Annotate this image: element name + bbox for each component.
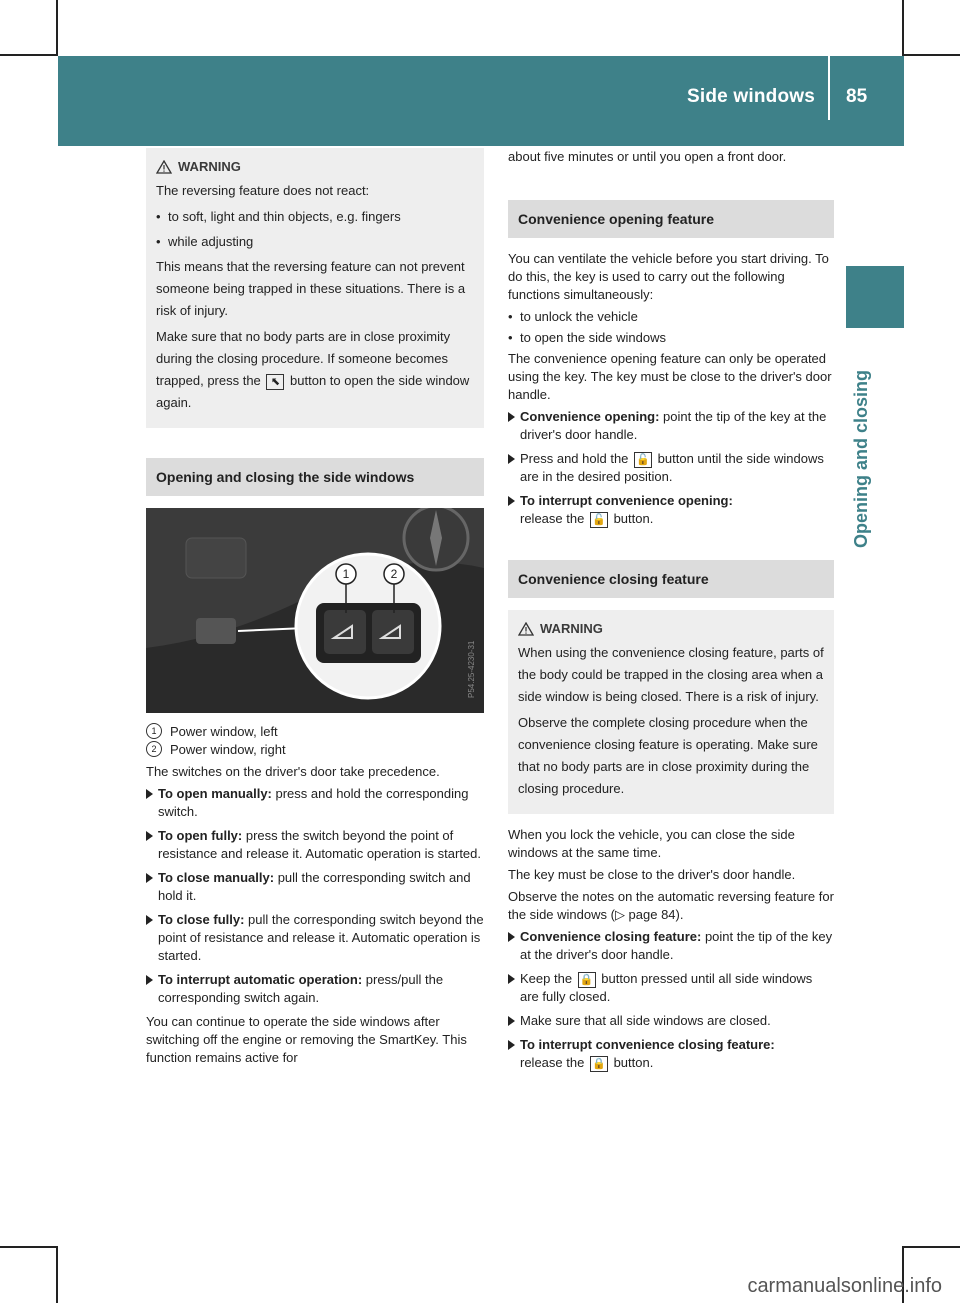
step-label: To close manually: [158, 870, 275, 885]
warning-paragraph: This means that the reversing feature can not prevent someone being trapped in these situations. There is a risk of injury. [156, 259, 466, 318]
step-text: point the tip of the key at the driver's door handle. [520, 409, 827, 442]
instruction-step [508, 928, 834, 964]
section-heading-convenience-opening: Convenience opening feature [508, 200, 834, 238]
body-paragraph: You can continue to operate the side windows after switching off the engine or removing the SmartKey. This function remains active for [146, 1014, 467, 1065]
instruction-step [146, 869, 484, 905]
body-paragraph: You can ventilate the vehicle before you start driving. To do this, the key is used to carry out the following functions simultaneously: [508, 251, 829, 302]
crop-mark [56, 1246, 58, 1303]
body-paragraph: The switches on the driver's door take precedence. [146, 764, 440, 779]
figure-code: P54.25-4230-31 [467, 640, 476, 698]
step-label: To interrupt automatic operation: [158, 972, 363, 987]
section-heading-opening-closing: Opening and closing the side windows [146, 458, 484, 496]
step-text: pull the corresponding switch beyond the point of resistance and release it. Automatic operation is started. [158, 912, 484, 963]
warning-heading [518, 620, 824, 638]
body-paragraph: The convenience opening feature can only be operated using the key. The key must be close to the driver's door handle. [508, 351, 832, 402]
warning-box-convenience-closing [508, 610, 834, 814]
step-text: point the tip of the key at the driver's door handle. [520, 929, 833, 962]
warning-intro: The reversing feature does not react: [156, 183, 370, 198]
door-switch-figure [146, 508, 484, 713]
step-text: release the [520, 1055, 585, 1070]
key-lock-icon: 🔒 [590, 1056, 608, 1072]
step-label: To open fully: [158, 828, 243, 843]
legend-text: Power window, right [170, 742, 286, 757]
step-text: release the [520, 511, 585, 526]
instruction-step [508, 970, 834, 1006]
step-text: press/pull the corresponding switch again. [158, 972, 444, 1005]
callout-1: 1 [342, 567, 350, 581]
crop-mark [902, 1246, 960, 1248]
list-bullet: • to open the side windows [508, 329, 834, 347]
crop-mark [902, 0, 904, 56]
instruction-step [146, 785, 484, 821]
chapter-label: Opening and closing [851, 369, 871, 548]
body-paragraph: about five minutes or until you open a front door. [508, 149, 787, 164]
step-text: press and hold the corresponding switch. [158, 786, 469, 819]
warning-heading [156, 158, 474, 176]
step-label: Convenience opening: [520, 409, 660, 424]
instruction-step [146, 827, 484, 863]
step-label: To interrupt convenience closing feature: [520, 1037, 775, 1052]
step-label: To close fully: [158, 912, 245, 927]
warning-title: WARNING [540, 621, 603, 636]
legend-item [146, 741, 484, 759]
instruction-step: Make sure that all side windows are closed. [508, 1012, 834, 1030]
crop-mark [902, 54, 960, 56]
key-unlock-icon: 🔓 [634, 452, 652, 468]
step-text: Keep the [520, 971, 573, 986]
list-bullet: • to unlock the vehicle [508, 308, 834, 326]
window-open-key-icon: ⬉ [266, 374, 284, 390]
right-column [508, 148, 834, 1078]
step-text: button pressed until all side windows are fully closed. [520, 971, 813, 1004]
warning-text: button to open the side window again. [156, 373, 470, 410]
callout-2: 2 [390, 567, 398, 581]
step-text: press the switch beyond the point of resistance and release it. Automatic operation is started. [158, 828, 482, 861]
warning-text: Make sure that no body parts are in close proximity during the closing procedure. If someone becomes trapped, press the [156, 329, 451, 388]
warning-box-reversing [146, 148, 484, 428]
key-unlock-icon: 🔓 [590, 512, 608, 528]
page-number: 85 [846, 86, 868, 107]
warning-bullet: • to soft, light and thin objects, e.g. fingers [156, 206, 474, 228]
crop-mark [0, 1246, 58, 1248]
instruction-step [146, 911, 484, 965]
door-panel-illustration [146, 508, 484, 713]
legend-text: Power window, left [170, 724, 278, 739]
instruction-step [508, 1036, 834, 1072]
warning-title: WARNING [178, 159, 241, 174]
step-label: Convenience closing feature: [520, 929, 702, 944]
step-text: button until the side windows are in the desired position. [520, 451, 824, 484]
page-title: Side windows [686, 86, 815, 107]
key-lock-icon: 🔒 [578, 972, 596, 988]
section-heading-convenience-closing: Convenience closing feature [508, 560, 834, 598]
instruction-step [146, 971, 484, 1007]
step-text: Press and hold the [520, 451, 629, 466]
step-text: pull the corresponding switch and hold it. [158, 870, 471, 903]
instruction-step [508, 450, 834, 486]
header-separator [828, 56, 830, 120]
crop-mark [56, 0, 58, 56]
warning-bullet: • while adjusting [156, 231, 474, 253]
crop-mark [0, 54, 58, 56]
left-column [146, 148, 484, 1071]
step-text: button. [613, 511, 654, 526]
step-label: To interrupt convenience opening: [520, 493, 733, 508]
legend-number: 2 [146, 741, 162, 757]
step-text: button. [613, 1055, 654, 1070]
watermark: carmanualsonline.info [747, 1275, 942, 1297]
warning-paragraph: Observe the complete closing procedure when the convenience closing feature is operating. Make sure that no body parts are in close proximity during the closing procedure. [518, 715, 818, 796]
legend-number: 1 [146, 723, 162, 739]
warning-paragraph [156, 326, 474, 414]
step-label: To open manually: [158, 786, 272, 801]
body-paragraph: The key must be close to the driver's door handle. [508, 867, 796, 882]
legend-item [146, 723, 484, 741]
warning-paragraph: When using the convenience closing feature, parts of the body could be trapped in the closing area when a side window is being closed. There is a risk of injury. [518, 645, 824, 704]
instruction-step [508, 408, 834, 444]
warning-triangle-icon [518, 622, 534, 636]
body-paragraph: Observe the notes on the automatic reversing feature for the side windows (▷ page 84). [508, 889, 834, 922]
instruction-step [508, 492, 834, 528]
warning-triangle-icon [156, 160, 172, 174]
body-paragraph: When you lock the vehicle, you can close the side windows at the same time. [508, 827, 795, 860]
